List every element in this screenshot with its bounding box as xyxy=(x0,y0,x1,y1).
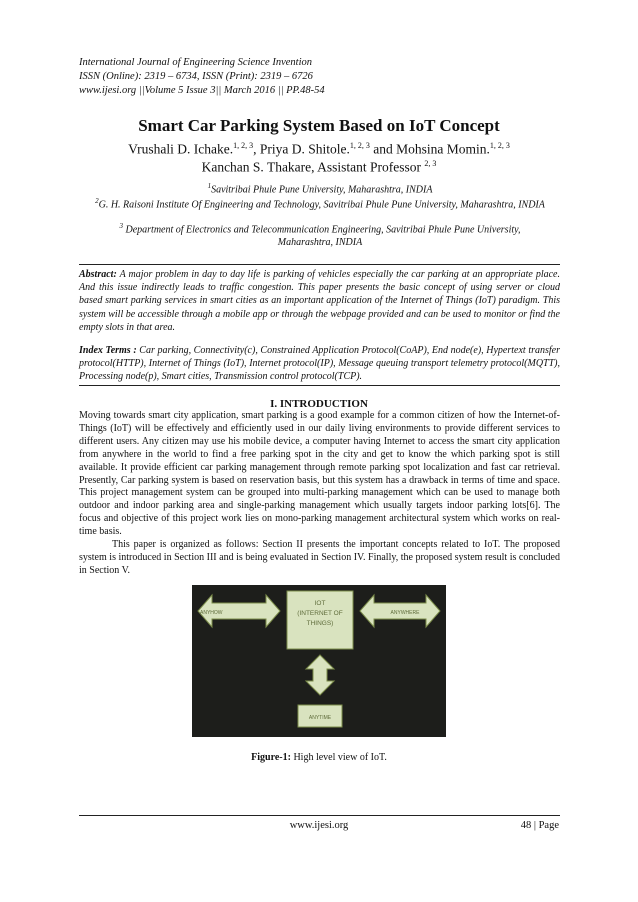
journal-volume: www.ijesi.org ||Volume 5 Issue 3|| March 2016 || PP.48-54 xyxy=(79,85,325,96)
author-line-1 xyxy=(0,141,638,158)
anywhere-label: ANYWHERE xyxy=(390,610,420,616)
journal-name: International Journal of Engineering Science Invention xyxy=(79,57,312,68)
iot-figure xyxy=(192,585,446,737)
affiliation-1 xyxy=(95,180,545,196)
introduction-body xyxy=(79,410,560,578)
journal-issn: ISSN (Online): 2319 – 6734, ISSN (Print): 2319 – 6726 xyxy=(79,71,313,82)
author-4: Kanchan S. Thakare, Assistant Professor xyxy=(201,159,425,175)
figure-caption xyxy=(0,752,638,763)
section-heading-introduction: I. INTRODUCTION xyxy=(270,398,368,410)
figure-caption-text: High level view of IoT. xyxy=(290,752,387,763)
iot-center-label-2: (INTERNET OF xyxy=(297,610,343,617)
iot-center-label-1: IOT xyxy=(314,600,326,607)
affiliation-3 xyxy=(95,220,545,249)
abstract-top-rule xyxy=(79,264,560,265)
affiliation-2-sup: 2 xyxy=(95,197,99,205)
abstract-label: Abstract: xyxy=(79,269,117,280)
author-3-sup: 1, 2, 3 xyxy=(489,141,510,150)
paper-title: Smart Car Parking System Based on IoT Concept xyxy=(138,116,500,135)
anyhow-label: ANYHOW xyxy=(200,610,223,616)
journal-header xyxy=(79,56,579,98)
affiliation-1-text: Savitribai Phule Pune University, Maharashtra, INDIA xyxy=(211,184,433,196)
footer-rule xyxy=(79,815,560,816)
index-terms-label: Index Terms : xyxy=(79,345,137,356)
index-terms xyxy=(79,344,560,384)
index-terms-bottom-rule xyxy=(79,385,560,386)
footer-page-number: 48 | Page xyxy=(520,820,559,831)
author-2-sup: 1, 2, 3 xyxy=(349,141,370,150)
footer-url: www.ijesi.org xyxy=(289,820,349,831)
author-line-2 xyxy=(0,159,638,176)
author-1-sup: 1, 2, 3 xyxy=(233,141,254,150)
affiliation-3-text: Department of Electronics and Telecommunication Engineering, Savitribai Phule Pune University, Maharashtra, INDIA xyxy=(122,224,521,249)
abstract xyxy=(79,268,560,334)
author-1: Vrushali D. Ichake. xyxy=(128,141,234,157)
anytime-label: ANYTIME xyxy=(308,715,332,721)
index-terms-text: Car parking, Connectivity(c), Constrained Application Protocol(CoAP), End node(e), Hypertext transfer protocol(HTTP), Internet of Things (IoT), Internet protocol(IP), Message queuing transport telemetry protocol(MQTT), Processing node(p), Smart cities, Transmission control protocol(TCP). xyxy=(79,345,560,383)
author-4-sup: 2, 3 xyxy=(424,159,437,168)
author-3: and Mohsina Momin. xyxy=(369,141,490,157)
affiliation-1-sup: 1 xyxy=(207,182,212,190)
affiliation-2 xyxy=(95,195,545,211)
figure-caption-label: Figure-1: xyxy=(251,752,291,763)
abstract-text: A major problem in day to day life is parking of vehicles especially the car parking at an appropriate place. And this issue indirectly leads to traffic congestion. This paper presents the basic concept of using server or cloud based smart parking services in smart cities as an important application of the Internet of Things (IoT) paradigm. This system will be accessible through a mobile app or through the webpage provided and can be used to monitor or find the empty slots in that area. xyxy=(79,269,560,333)
affiliation-2-text: G. H. Raisoni Institute Of Engineering and Technology, Savitribai Phule Pune University, Maharashtra, INDIA xyxy=(98,199,545,211)
author-2: , Priya D. Shitole. xyxy=(253,141,350,157)
iot-center-label-3: THINGS) xyxy=(306,620,334,627)
affiliation-3-sup: 3 xyxy=(119,222,123,230)
intro-paragraph-2: This paper is organized as follows: Section II presents the important concepts related to IoT. The proposed system is introduced in Section III and is being evaluated in Section IV. Finally, the proposed system result is concluded in Section V. xyxy=(79,539,560,576)
intro-paragraph-1: Moving towards smart city application, smart parking is a good example for a common citizen of how the Internet-of-Things (IoT) will be effectively and efficiently used in our daily living environments to provide different services to different users. Any citizen may use his mobile device, a computer having Internet to access the smart city application from anywhere in the world to find a free parking spot in the city and get to know the which parking spot is still available. It provide efficient car parking management through remote parking spot localization and fast car retrieval. Presently, Car parking system is based on reservation basis, but this system has a drawback in terms of time and space. This project management system can be grouped into multi-parking management which can be used to manage both outdoor and indoor parking area and single-parking management which usually targets indoor parking lots[6]. The focus and objective of this project work lies on mono-parking management architectural system which works on real-time basis. xyxy=(79,410,560,538)
